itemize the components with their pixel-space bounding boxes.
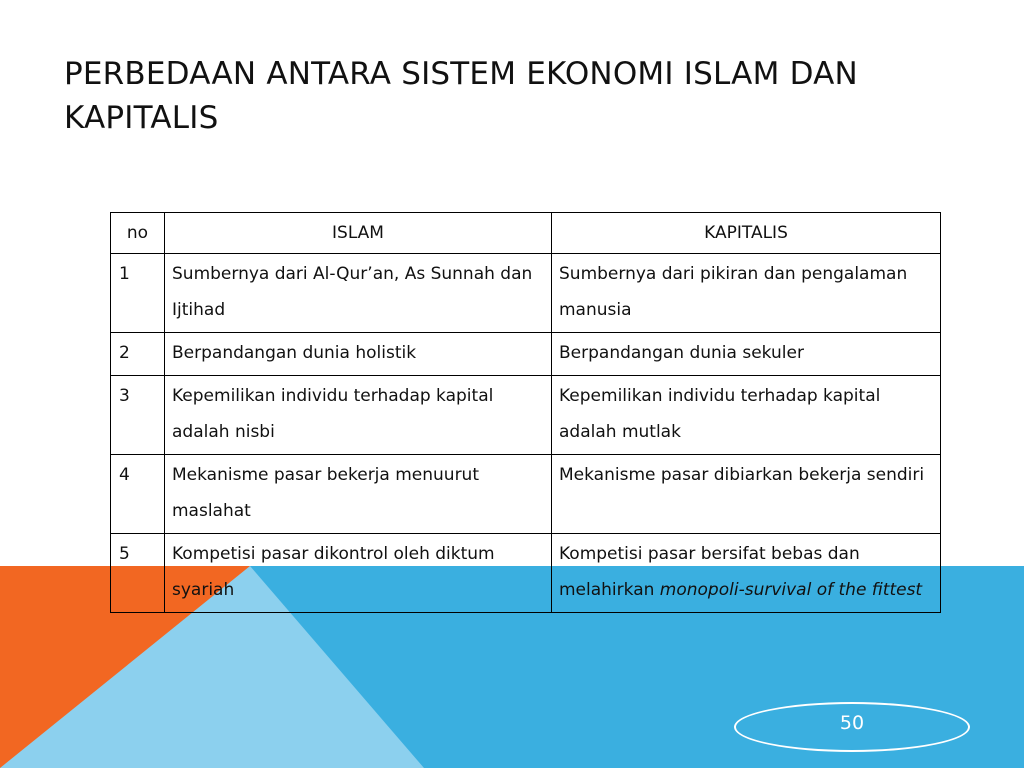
- header-kapitalis: KAPITALIS: [552, 213, 941, 254]
- comparison-table: [110, 212, 941, 613]
- table-row: [111, 455, 941, 534]
- table-row: [111, 333, 941, 376]
- table-header-row: [111, 213, 941, 254]
- row-number: 5: [111, 534, 165, 613]
- islam-cell: Mekanisme pasar bekerja menuurut maslahat: [165, 455, 552, 534]
- kapitalis-cell: Sumbernya dari pikiran dan pengalaman manusia: [552, 254, 941, 333]
- page-number: 50: [839, 712, 865, 734]
- header-islam: ISLAM: [165, 213, 552, 254]
- islam-cell: Kompetisi pasar dikontrol oleh diktum syariah: [165, 534, 552, 613]
- kapitalis-cell: Mekanisme pasar dibiarkan bekerja sendiri: [552, 455, 941, 534]
- islam-cell: Kepemilikan individu terhadap kapital adalah nisbi: [165, 376, 552, 455]
- table-row: [111, 534, 941, 613]
- row-number: 2: [111, 333, 165, 376]
- table-row: [111, 254, 941, 333]
- row-number: 4: [111, 455, 165, 534]
- kapitalis-cell: [552, 534, 941, 613]
- islam-cell: Berpandangan dunia holistik: [165, 333, 552, 376]
- kapitalis-italic-text: monopoli-survival of the fittest: [659, 580, 923, 600]
- row-number: 3: [111, 376, 165, 455]
- kapitalis-cell: Berpandangan dunia sekuler: [552, 333, 941, 376]
- header-no: no: [111, 213, 165, 254]
- islam-cell: Sumbernya dari Al-Qur’an, As Sunnah dan Ijtihad: [165, 254, 552, 333]
- row-number: 1: [111, 254, 165, 333]
- kapitalis-text: Kompetisi pasar bersifat bebas dan melahirkan: [559, 544, 860, 600]
- kapitalis-cell: Kepemilikan individu terhadap kapital adalah mutlak: [552, 376, 941, 455]
- table-row: [111, 376, 941, 455]
- page-title: PERBEDAAN ANTARA SISTEM EKONOMI ISLAM DAN KAPITALIS: [64, 56, 858, 136]
